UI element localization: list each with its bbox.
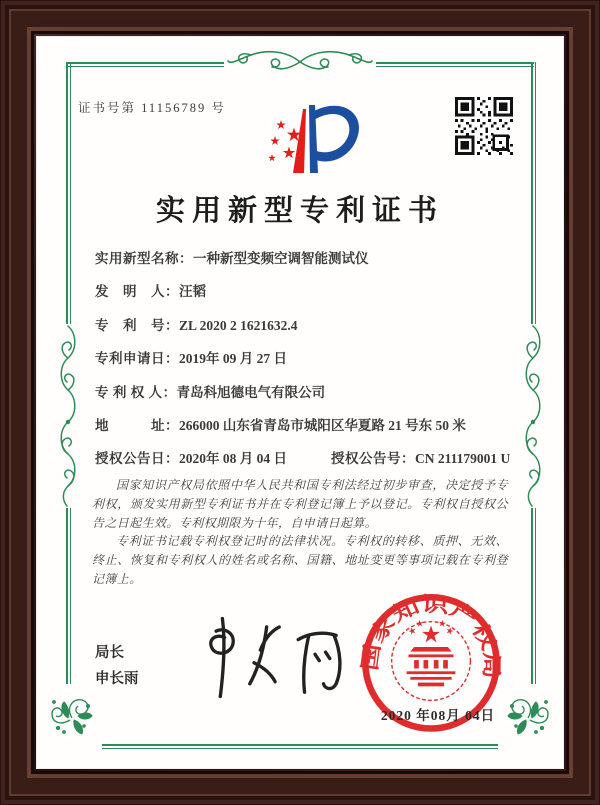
field-row-name [95,249,524,282]
legal-text [92,476,508,589]
field-value: 汪韬 [179,284,206,300]
field-label: 实用新型名称： [95,251,193,266]
certificate-title: 实用新型专利证书 [155,195,444,227]
director-signature [184,608,364,708]
certificate-page [36,36,564,769]
field-row-address [95,416,524,449]
field-value: ZL 2020 2 1621632.4 [179,317,298,333]
border-line-right-lower [531,508,533,684]
signer-name: 申长雨 [95,671,139,687]
field-row-inventor [95,282,524,315]
grant-no-label: 授权公告号： [331,451,415,467]
border-line-left-lower [66,508,68,684]
seal-text: 国家知识产权局 [359,593,502,673]
cnipa-patent-logo-icon [248,94,368,186]
field-label: 地 址： [95,417,179,433]
field-value: 青岛科旭德电气有限公司 [176,384,326,400]
border-line-top-right [376,62,534,64]
scroll-ornament-right-icon [521,324,545,508]
floral-ornament-bottom-left-icon [44,688,96,740]
border-line-bottom [102,744,498,746]
qr-code [455,97,513,155]
legal-paragraph-1: 国家知识产权局依照中华人民共和国专利法经过初步审查，决定授予专利权，颁发实用新型专利证书并在专利登记簿上予以登记。专利权自授权公告之日起生效。专利权期限为十年，自申请日起算。 [92,478,508,530]
border-line-top-left [66,62,224,64]
field-value: 266000 山东省青岛市城阳区华夏路 21 号东 50 米 [179,417,466,433]
flourish-ornament-top-icon [225,43,375,81]
field-label: 专 利 号： [95,317,179,333]
grant-date-value: 2020年 08 月 04 日 [179,451,287,467]
grant-date-label: 授权公告日： [95,451,179,467]
field-value: 2019年 09 月 27 日 [179,351,287,367]
field-row-patent-no [95,316,524,349]
field-value: 一种新型变频空调智能测试仪 [193,251,369,266]
field-label: 专 利 权 人： [95,384,177,400]
field-label: 专利申请日： [95,351,179,367]
field-row-filing-date [95,349,524,382]
national-emblem-icon [407,619,456,686]
scroll-ornament-left-icon [56,324,80,508]
field-row-patentee [95,383,524,416]
signer-title: 局长 [95,645,124,661]
field-list [95,249,524,483]
field-label: 发 明 人： [95,284,179,300]
signer-block [95,640,139,692]
seal-date: 2020 年08月 04日 [380,708,496,723]
grant-no-value: CN 211179001 U [415,451,511,467]
legal-paragraph-2: 专利证书记载专利权登记时的法律状况。专利权的转移、质押、无效、终止、恢复和专利权人的姓名或名称、国籍、地址变更等事项记载在专利登记簿上。 [92,534,508,586]
certificate-number: 证书号第 11156789 号 [78,101,226,115]
